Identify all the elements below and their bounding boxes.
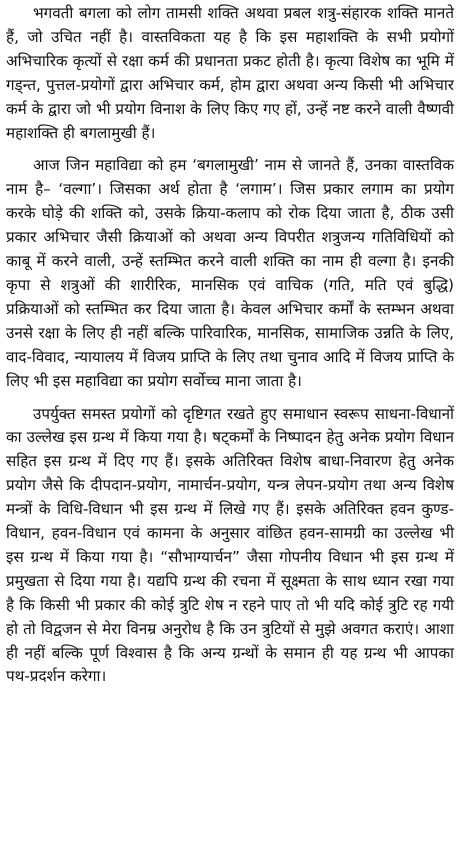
- paragraph-3: उपर्युक्त समस्त प्रयोगों को दृष्टिगत रखते हुए समाधान स्वरूप साधना-विधानों का उल्लेख इस ग्रन्थ में किया गया है। षट्कर्मों के निष्पादन हेतु अनेक प्रयोग विधान सहित इस ग्रन्थ में दिए गए हैं। इसके अतिरिक्त विशेष बाधा-निवारण हेतु अनेक प्रयोग जैसे कि दीपदान-प्रयोग, नामार्चन-प्रयोग, यन्त्र लेपन-प्रयोग तथा अन्य विशेष मन्त्रों के विधि-विधान भी इस ग्रन्थ में लिखे गए हैं। इसके अतिरिक्त हवन कुण्ड-विधान, हवन-विधान एवं कामना के अनुसार वांछित हवन-सामग्री का उल्लेख भी इस ग्रन्थ में किया गया है। “सौभाग्यार्चन” जैसा गोपनीय विधान भी इस ग्रन्थ में प्रमुखता से दिया गया है। यद्यपि ग्रन्थ की रचना में सूक्ष्मता के साथ ध्यान रखा गया है कि किसी भी प्रकार की कोई त्रुटि शेष न रहने पाए तो भी यदि कोई त्रुटि रह गयी हो तो विद्वजन से मेरा विनम्र अनुरोध है कि उन त्रुटियों से मुझे अवगत कराएं। आशा ही नहीं बल्कि पूर्ण विश्वास है कि अन्य ग्रन्थों के समान ही यह ग्रन्थ भी आपका पथ-प्रदर्शन करेगा।: [6, 404, 454, 686]
- paragraph-1: भगवती बगला को लोग तामसी शक्ति अथवा प्रबल शत्रु-संहारक शक्ति मानते हैं, जो उचित नहीं है। वास्तविकता यह है कि इस महाशक्ति के सभी प्रयोगों अभिचारिक कृत्यों से रक्षा कर्म की प्रधानता प्रकट होती है। कृत्या विशेष का भूमि में गड्न्त, पुत्तल-प्रयोगों द्वारा अभिचार कर्म, होम द्वारा अथवा अन्य किसी भी अभिचार कर्म के द्वारा जो भी प्रयोग विनाश के लिए किए गए हों, उन्हें नष्ट करने वाली वैष्णवी महाशक्ति ही बगलामुखी हैं।: [6, 4, 454, 142]
- paragraph-2: आज जिन महाविद्या को हम ‘बगलामुखी’ नाम से जानते हैं, उनका वास्तविक नाम है– ‘वल्गा’। जिसका अर्थ होता है ‘लगाम’। जिस प्रकार लगाम का प्रयोग करके घोड़े की शक्ति को, उसके क्रिया-कलाप को रोक दिया जाता है, ठीक उसी प्रकार अभिचार जैसी क्रियाओं को अथवा अन्य विपरीत शत्रुजन्य गतिविधियों को काबू में करने वाली, उन्हें स्तम्भित करने वाली शक्ति का नाम ही वल्गा है। इनकी कृपा से शत्रुओं की शारीरिक, मानसिक एवं वाचिक (गति, मति एवं बुद्धि) प्रक्रियाओं को स्तम्भित कर दिया जाता है। केवल अभिचार कर्मों के स्तम्भन अथवा उनसे रक्षा के लिए ही नहीं बल्कि पारिवारिक, मानसिक, सामाजिक उन्नति के लिए, वाद-विवाद, न्यायालय में विजय प्राप्ति के लिए तथा चुनाव आदि में विजय प्राप्ति के लिए भी इस महाविद्या का प्रयोग सर्वोच्च माना जाता है।: [6, 156, 454, 390]
